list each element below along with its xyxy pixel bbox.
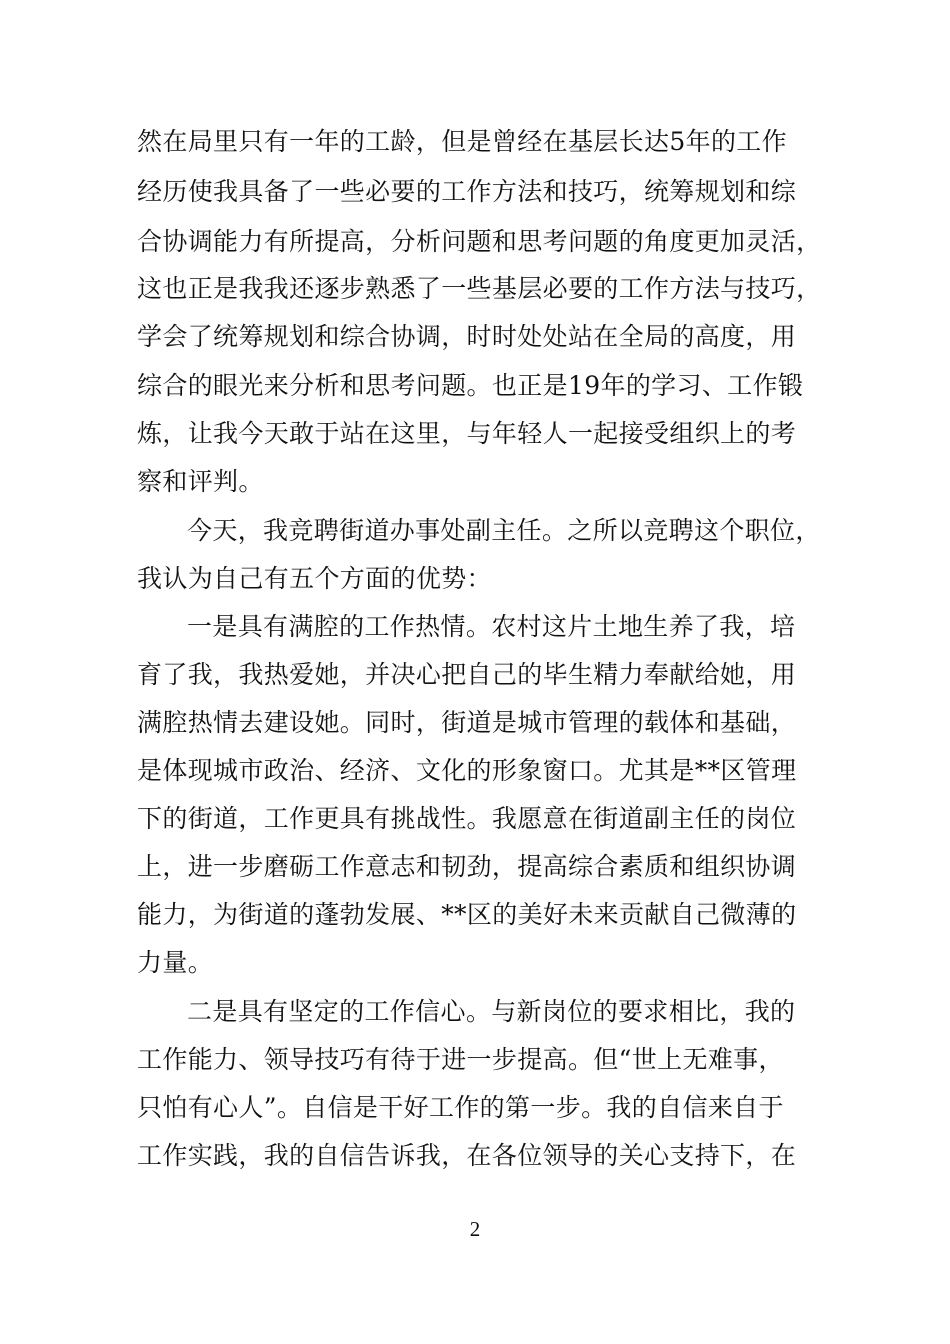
text-line: 这也正是我我还逐步熟悉了一些基层必要的工作方法与技巧，	[137, 274, 822, 303]
paragraph-first-line: 二是具有坚定的工作信心。与新岗位的要求相比，我的	[187, 997, 796, 1026]
text-line: 能力，为街道的蓬勃发展、**区的美好未来贡献自己微薄的	[137, 900, 797, 929]
text-line: 工作能力、领导技巧有待于进一步提高。但“世上无难事，	[137, 1045, 784, 1074]
text-line: 是体现城市政治、经济、文化的形象窗口。尤其是**区管理	[137, 756, 797, 785]
text-line: 经历使我具备了一些必要的工作方法和技巧，统筹规划和综	[137, 177, 797, 206]
text-line: 下的街道，工作更具有挑战性。我愿意在街道副主任的岗位	[137, 804, 797, 833]
text-line: 只怕有心人”。自信是干好工作的第一步。我的自信来自于	[137, 1093, 784, 1122]
text-line: 我认为自己有五个方面的优势：	[137, 564, 492, 593]
text-line: 然在局里只有一年的工龄，但是曾经在基层长达5年的工作	[137, 127, 788, 156]
text-line: 炼，让我今天敢于站在这里，与年轻人一起接受组织上的考	[137, 419, 797, 448]
text-line: 力量。	[137, 948, 214, 977]
text-line: 学会了统筹规划和综合协调，时时处处站在全局的高度，用	[137, 322, 797, 351]
text-line: 合协调能力有所提高，分析问题和思考问题的角度更加灵活，	[137, 227, 822, 256]
text-line: 育了我，我热爱她，并决心把自己的毕生精力奉献给她，用	[137, 660, 797, 689]
text-line: 察和评判。	[137, 467, 264, 496]
text-line: 综合的眼光来分析和思考问题。也正是19年的学习、工作锻	[137, 371, 804, 400]
paragraph-first-line: 一是具有满腔的工作热情。农村这片土地生养了我，培	[187, 612, 796, 641]
text-line: 工作实践，我的自信告诉我，在各位领导的关心支持下，在	[137, 1141, 797, 1170]
page-number: 2	[469, 1217, 481, 1241]
text-line: 满腔热情去建设她。同时，街道是城市管理的载体和基础，	[137, 708, 797, 737]
text-line: 上，进一步磨砺工作意志和韧劲，提高综合素质和组织协调	[137, 852, 797, 881]
paragraph-first-line: 今天，我竞聘街道办事处副主任。之所以竞聘这个职位，	[187, 516, 821, 545]
